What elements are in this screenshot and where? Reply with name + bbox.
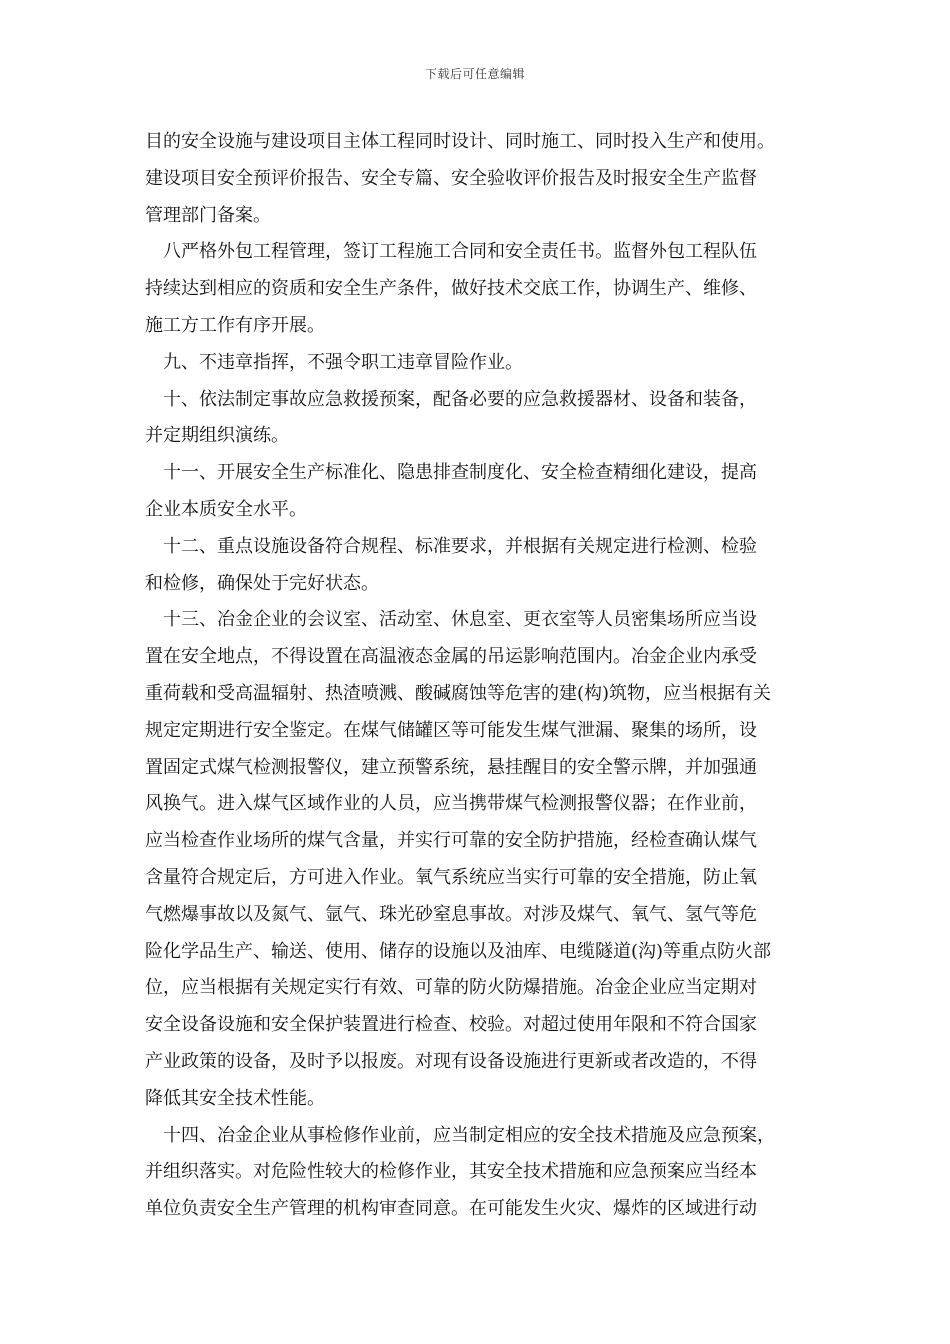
text-line: 气燃爆事故以及氮气、氩气、珠光砂窒息事故。对涉及煤气、氧气、氢气等危 [145,903,757,925]
text-line: 重荷载和受高温辐射、热渣喷溅、酸碱腐蚀等危害的建(构)筑物，应当根据有关 [145,682,772,704]
text-line: 风换气。进入煤气区域作业的人员，应当携带煤气检测报警仪器；在作业前， [145,793,757,815]
text-line: 产业政策的设备，及时予以报废。对现有设备设施进行更新或者改造的，不得 [145,1050,757,1072]
text-line: 应当检查作业场所的煤气含量，并实行可靠的安全防护措施，经检查确认煤气 [145,830,757,852]
text-line: 置固定式煤气检测报警仪，建立预警系统，悬挂醒目的安全警示牌，并加强通 [145,756,757,778]
text-line: 降低其安全技术性能。 [145,1087,325,1109]
paragraph-start-line: 十一、开展安全生产标准化、隐患排查制度化、安全检查精细化建设，提高 [163,462,757,484]
paragraph-start-line: 十三、冶金企业的会议室、活动室、休息室、更衣室等人员密集场所应当设 [163,609,757,631]
text-line: 并组织落实。对危险性较大的检修作业，其安全技术措施和应急预案应当经本 [145,1161,757,1183]
text-line: 并定期组织演练。 [145,425,289,447]
text-line: 险化学品生产、输送、使用、储存的设施以及油库、电缆隧道(沟)等重点防火部 [145,940,772,962]
paragraph-start-line: 八严格外包工程管理，签订工程施工合同和安全责任书。监督外包工程队伍 [163,241,757,263]
text-line: 单位负责安全生产管理的机构审查同意。在可能发生火灾、爆炸的区域进行动 [145,1198,757,1220]
page-header: 下载后可任意编辑 [424,67,525,81]
document-body [145,124,827,1228]
text-line: 含量符合规定后，方可进入作业。氧气系统应当实行可靠的安全措施，防止氧 [145,866,757,888]
paragraph-start-line: 十、依法制定事故应急救援预案，配备必要的应急救援器材、设备和装备， [163,388,757,410]
text-line: 置在安全地点，不得设置在高温液态金属的吊运影响范围内。冶金企业内承受 [145,646,757,668]
paragraph-start-line: 十二、重点设施设备符合规程、标准要求，并根据有关规定进行检测、检验 [163,535,757,557]
text-line: 安全设备设施和安全保护装置进行检查、校验。对超过使用年限和不符合国家 [145,1014,757,1036]
text-line: 持续达到相应的资质和安全生产条件，做好技术交底工作，协调生产、维修、 [145,278,757,300]
text-line: 企业本质安全水平。 [145,498,307,520]
text-line: 管理部门备案。 [145,204,271,226]
paragraph-start-line: 九、不违章指挥，不强令职工违章冒险作业。 [163,351,523,373]
text-line: 和检修，确保处于完好状态。 [145,572,379,594]
text-line: 位，应当根据有关规定实行有效、可靠的防火防爆措施。冶金企业应当定期对 [145,977,757,999]
text-line: 建设项目安全预评价报告、安全专篇、安全验收评价报告及时报安全生产监督 [145,167,757,189]
text-line: 目的安全设施与建设项目主体工程同时设计、同时施工、同时投入生产和使用。 [145,131,775,152]
text-line: 施工方工作有序开展。 [145,314,325,336]
text-line: 规定定期进行安全鉴定。在煤气储罐区等可能发生煤气泄漏、聚集的场所，设 [145,719,757,741]
paragraph-start-line: 十四、冶金企业从事检修作业前，应当制定相应的安全技术措施及应急预案， [163,1124,775,1146]
